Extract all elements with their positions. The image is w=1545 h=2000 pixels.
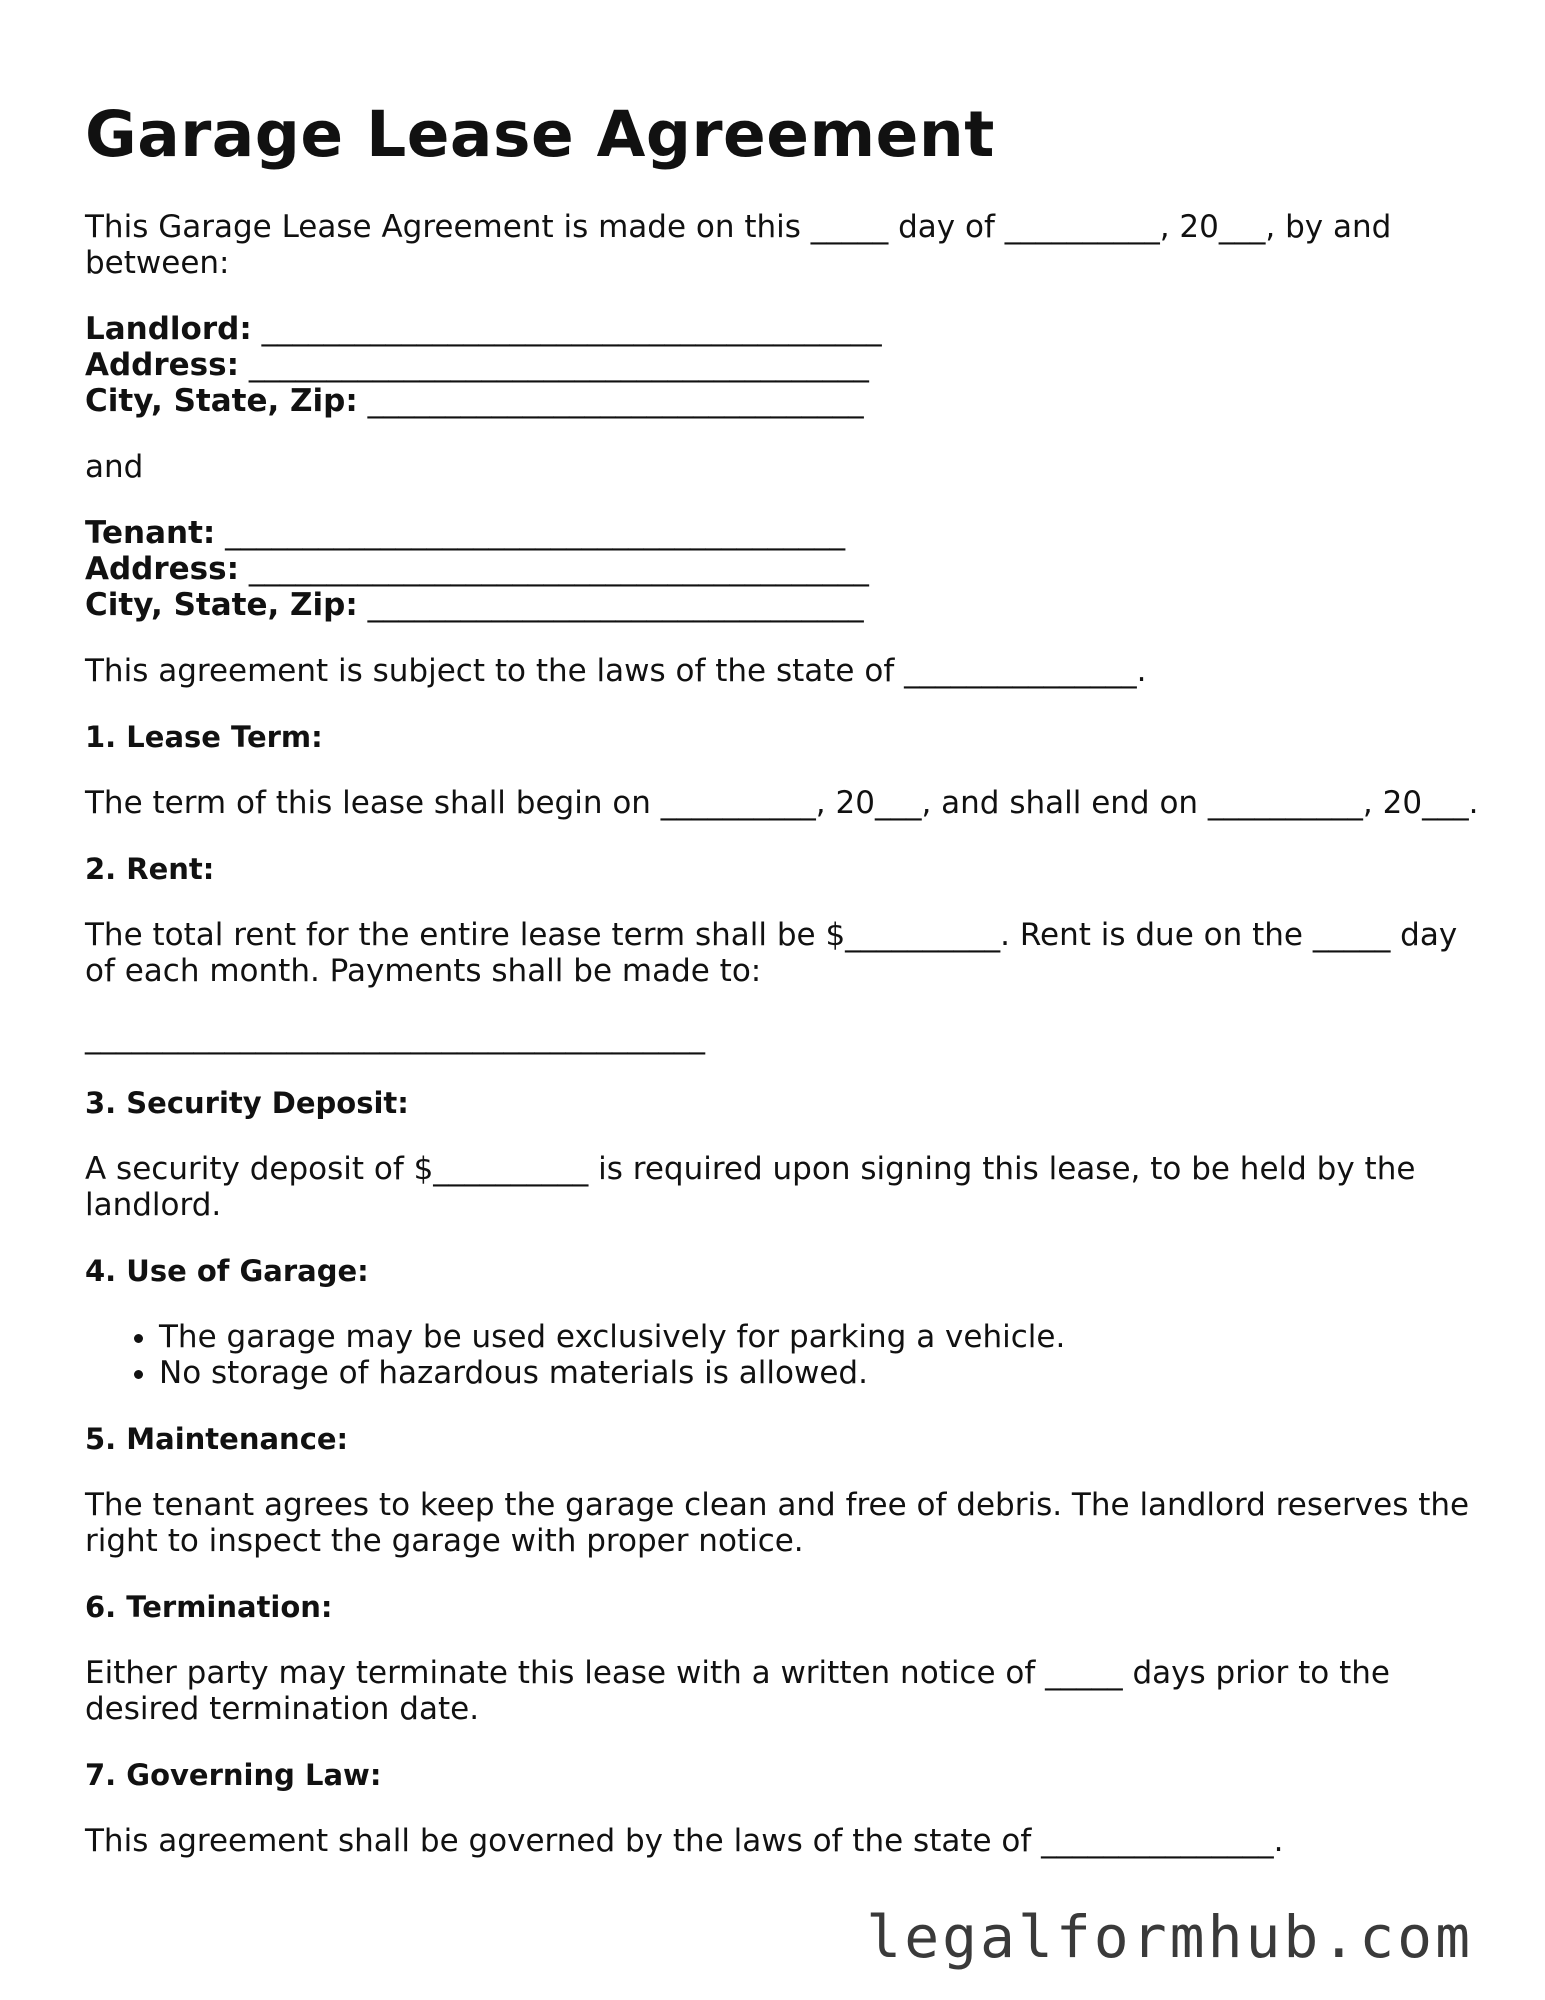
section-lease-term-text: The term of this lease shall begin on __________, 20___, and shall end on __________, 20___. <box>85 785 1479 822</box>
landlord-address-label: Address: <box>85 347 239 384</box>
landlord-name-line <box>85 311 1485 347</box>
section-security-deposit-text: A security deposit of $__________ is required upon signing this lease, to be held by the landlord. <box>85 1151 1416 1224</box>
section-governing-law-text: This agreement shall be governed by the laws of the state of _______________. <box>85 1823 1284 1860</box>
section-maintenance-text: The tenant agrees to keep the garage clean and free of debris. The landlord reserves the right to inspect the garage with proper notice. <box>85 1487 1470 1560</box>
landlord-name-blank: ________________________________________ <box>251 311 882 348</box>
document-page <box>85 100 1485 1889</box>
tenant-address-label: Address: <box>85 551 239 588</box>
list-item: • The garage may be used exclusively for parking a vehicle. <box>159 1319 1485 1355</box>
section-security-deposit-heading: 3. Security Deposit: <box>85 1086 409 1121</box>
tenant-city-label: City, State, Zip: <box>85 587 358 624</box>
section-termination-text: Either party may terminate this lease with a written notice of _____ days prior to the desired termination date. <box>85 1655 1390 1728</box>
use-of-garage-list <box>85 1319 1485 1391</box>
subject-laws-paragraph: This agreement is subject to the laws of the state of _______________. <box>85 653 1147 690</box>
intro-paragraph: This Garage Lease Agreement is made on this _____ day of __________, 20___, by and between: <box>85 209 1392 282</box>
and-text: and <box>85 449 144 486</box>
watermark-text: legalformhub.com <box>866 1903 1473 1971</box>
page-title: Garage Lease Agreement <box>85 98 995 171</box>
tenant-city-blank: ________________________________ <box>357 587 864 624</box>
landlord-address-line <box>85 347 1485 383</box>
tenant-city-line <box>85 587 1485 623</box>
landlord-city-blank: ________________________________ <box>357 383 864 420</box>
section-governing-law-heading: 7. Governing Law: <box>85 1758 382 1793</box>
section-maintenance-heading: 5. Maintenance: <box>85 1422 349 1457</box>
section-use-of-garage-heading: 4. Use of Garage: <box>85 1254 369 1289</box>
landlord-name-label: Landlord: <box>85 311 252 348</box>
landlord-address-blank: ________________________________________ <box>239 347 869 384</box>
tenant-block <box>85 515 1485 623</box>
landlord-block <box>85 311 1485 419</box>
landlord-city-label: City, State, Zip: <box>85 383 358 420</box>
tenant-name-label: Tenant: <box>85 515 216 552</box>
rent-payee-blank: ________________________________________ <box>85 1019 705 1056</box>
tenant-name-blank: ________________________________________ <box>215 515 846 552</box>
tenant-address-line <box>85 551 1485 587</box>
section-rent-text: The total rent for the entire lease term shall be $__________. Rent is due on the _____ day of each month. Payments shall be made to: <box>85 917 1458 990</box>
tenant-address-blank: ________________________________________ <box>239 551 869 588</box>
list-item: • No storage of hazardous materials is allowed. <box>159 1355 1485 1391</box>
section-rent-heading: 2. Rent: <box>85 852 215 887</box>
section-termination-heading: 6. Termination: <box>85 1590 333 1625</box>
section-lease-term-heading: 1. Lease Term: <box>85 720 323 755</box>
landlord-city-line <box>85 383 1485 419</box>
tenant-name-line <box>85 515 1485 551</box>
